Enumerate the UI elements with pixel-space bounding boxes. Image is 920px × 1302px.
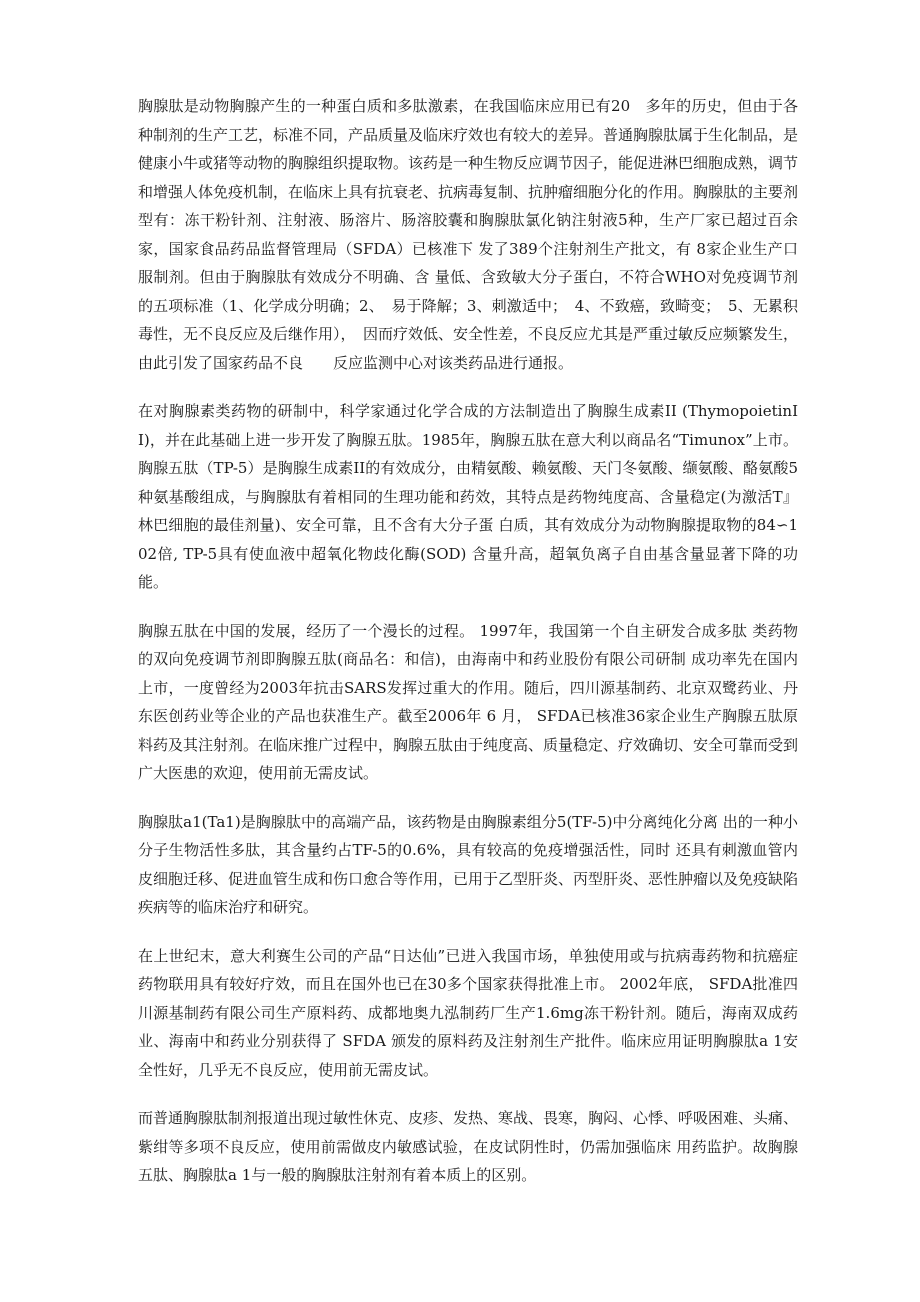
document-body — [138, 92, 798, 1190]
paragraph-thymopentin-synthesis: 在对胸腺素类药物的研制中，科学家通过化学合成的方法制造出了胸腺生成素II (ThymopoietinII)，并在此基础上进一步开发了胸腺五肽。1985年，胸腺五肽在意大利以商品名“Timunox”上市。胸腺五肽（TP-5）是胸腺生成素II的有效成分，由精氨酸、赖氨酸、天门冬氨酸、缬氨酸、酪氨酸5 种氨基酸组成，与胸腺肽有着相同的生理功能和药效，其特点是药物纯度高、含量稳定(为激活T』林巴细胞的最佳剂量)、安全可靠，且不含有大分子蛋 白质，其有效成分为动物胸腺提取物的84∽102倍, TP-5具有使血液中超氧化物歧化酶(SOD) 含量升高，超氧负离子自由基含量显著下降的功能。 — [138, 402, 798, 591]
paragraph-thymalfasin-intro: 胸腺肽a1(Ta1)是胸腺肽中的高端产品，该药物是由胸腺素组分5(TF-5)中分离纯化分离 出的一种小分子生物活性多肽，其含量约占TF-5的0.6%，具有较高的免疫增强活性，同时 还具有刺激血管内皮细胞迁移、促进血管生成和伤口愈合等作用，已用于乙型肝炎、丙型肝炎、恶性肿瘤以及免疫缺陷疾病等的临床治疗和研究。 — [138, 812, 799, 916]
paragraph-thymopentin-china: 胸腺五肽在中国的发展，经历了一个漫长的过程。 1997年，我国第一个自主研发合成多肽 类药物的双向免疫调节剂即胸腺五肽(商品名：和信)，由海南中和药业股份有限公司研制 成功率先在国内上市，一度曾经为2003年抗击SARS发挥过重大的作用。随后，四川源基制药、北京双鹭药业、丹东医创药业等企业的产品也获准生产。截至2006年 6 月， SFDA已核准36家企业生产胸腺五肽原料药及其注射剂。在临床推广过程中，胸腺五肽由于纯度高、质量稳定、疗效确切、安全可靠而受到广大医患的欢迎，使用前无需皮试。 — [138, 621, 799, 782]
paragraph-thymalfasin-market: 在上世纪末，意大利赛生公司的产品“日达仙”已进入我国市场，单独使用或与抗病毒药物和抗癌症药物联用具有较好疗效，而且在国外也已在30多个国家获得批准上市。 2002年底， SFDA批准四川源基制药有限公司生产原料药、成都地奥九泓制药厂生产1.6mg冻干粉针剂。随后，海南双成药业、海南中和药业分别获得了 SFDA 颁发的原料药及注射剂生产批件。临床应用证明胸腺肽a 1安全性好，几乎无不良反应，使用前无需皮试。 — [138, 946, 798, 1079]
paragraph-adverse-reactions: 而普通胸腺肽制剂报道出现过敏性休克、皮疹、发热、寒战、畏寒，胸闷、心悸、呼吸困难、头痛、紫绀等多项不良反应，使用前需做皮内敏感试验，在皮试阴性时，仍需加强临床 用药监护。故胸腺五肽、胸腺肽a 1与一般的胸腺肽注射剂有着本质上的区别。 — [138, 1109, 799, 1184]
paragraph-thymosin-overview: 胸腺肽是动物胸腺产生的一种蛋白质和多肽激素，在我国临床应用已有20 多年的历史，但由于各种制剂的生产工艺，标准不同，产品质量及临床疗效也有较大的差异。普通胸腺肽属于生化制品，是健康小牛或猪等动物的胸腺组织提取物。该药是一种生物反应调节因子，能促进淋巴细胞成熟，调节和增强人体免疫机制，在临床上具有抗衰老、抗病毒复制、抗肿瘤细胞分化的作用。胸腺肽的主要剂型有：冻干粉针剂、注射液、肠溶片、肠溶胶囊和胸腺肽氯化钠注射液5种，生产厂家已超过百余家，国家食品药品监督管理局（SFDA）已核准下 发了389个注射剂生产批文，有 8家企业生产口服制剂。但由于胸腺肽有效成分不明确、含 量低、含致敏大分子蛋白，不符合WHO对免疫调节剂的五项标准（1、化学成分明确；2、 易于降解；3、刺激适中； 4、不致癌，致畸变； 5、无累积毒性，无不良反应及后继作用）， 因而疗效低、安全性差，不良反应尤其是严重过敏反应频繁发生，由此引发了国家药品不良 反应监测中心对该类药品进行通报。 — [138, 97, 799, 372]
